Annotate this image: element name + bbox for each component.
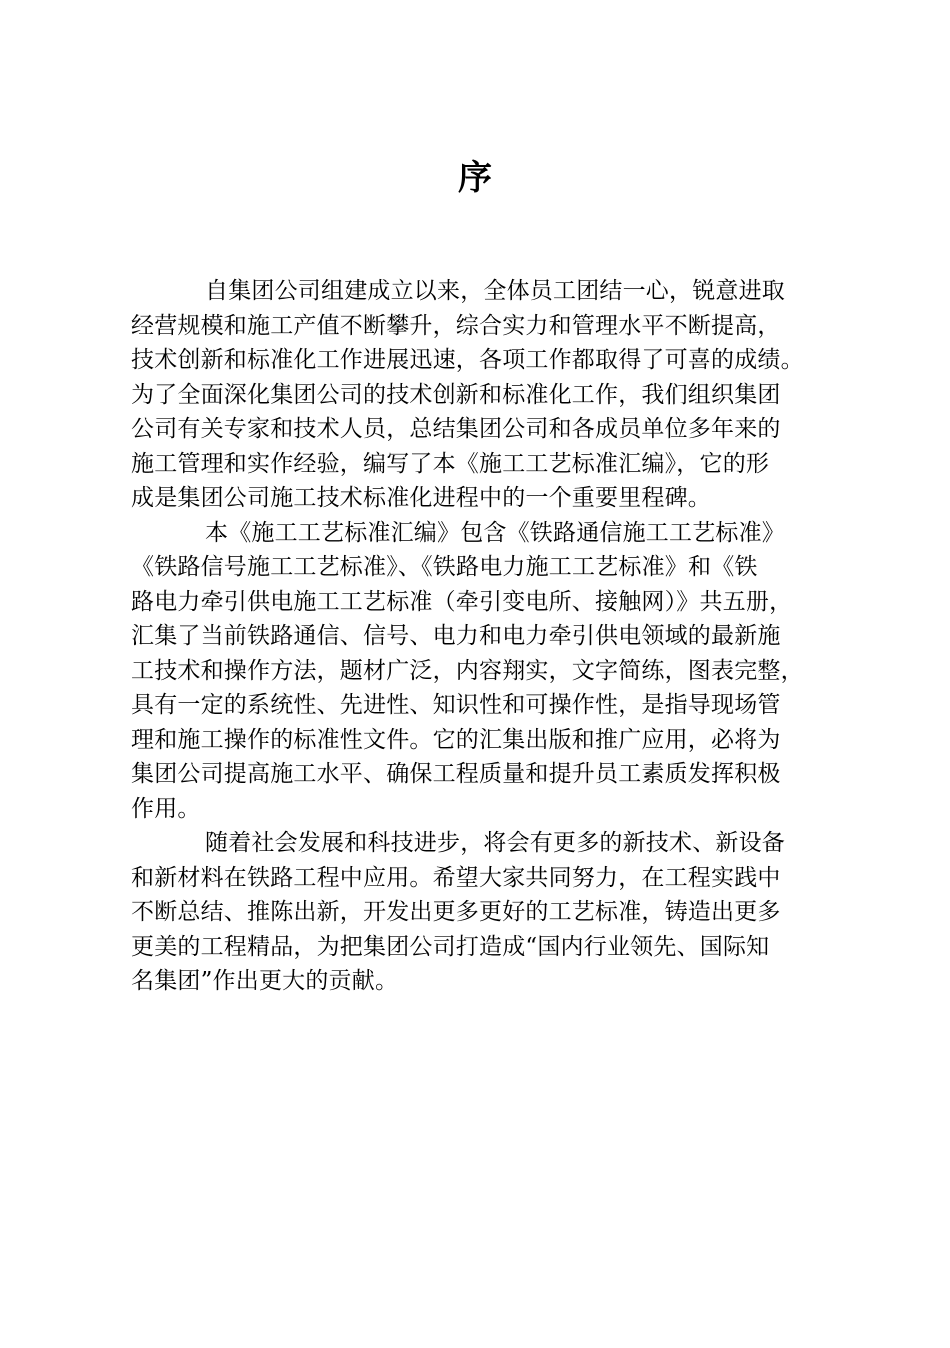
- page-title: 序: [458, 158, 492, 198]
- text-line: 理和施工操作的标准性文件。它的汇集出版和推广应用，必将为: [131, 726, 781, 753]
- text-line: 随着社会发展和科技进步，将会有更多的新技术、新设备: [205, 830, 785, 856]
- paragraph-1: [131, 274, 841, 516]
- text-line: 集团公司提高施工水平、确保工程质量和提升员工素质发挥积极: [131, 761, 781, 787]
- text-line: 名集团”作出更大的贡献。: [131, 968, 399, 994]
- text-line: 不断总结、推陈出新，开发出更多更好的工艺标准，铸造出更多: [131, 899, 781, 925]
- text-line: 《铁路信号施工工艺标准》、《铁路电力施工工艺标准》和《铁: [131, 554, 758, 580]
- text-line: 汇集了当前铁路通信、信号、电力和电力牵引供电领域的最新施: [131, 623, 781, 649]
- paragraph-3: [131, 826, 841, 999]
- text-line: 本《施工工艺标准汇编》包含《铁路通信施工工艺标准》: [205, 519, 785, 546]
- text-line: 为了全面深化集团公司的技术创新和标准化工作，我们组织集团: [131, 381, 781, 408]
- text-line: 自集团公司组建成立以来，全体员工团结一心，锐意进取: [205, 278, 785, 304]
- text-line: 施工管理和实作经验，编写了本《施工工艺标准汇编》，它的形: [131, 450, 770, 477]
- paragraph-2: [131, 516, 841, 827]
- text-line: 技术创新和标准化工作进展迅速，各项工作都取得了可喜的成绩。: [131, 347, 804, 373]
- preface-body: [131, 274, 841, 999]
- text-line: 工技术和操作方法，题材广泛，内容翔实，文字简练，图表完整，: [131, 657, 804, 684]
- text-line: 公司有关专家和技术人员，总结集团公司和各成员单位多年来的: [131, 416, 781, 442]
- text-line: 经营规模和施工产值不断攀升，综合实力和管理水平不断提高，: [131, 312, 781, 339]
- text-line: 更美的工程精品，为把集团公司打造成“国内行业领先、国际知: [131, 933, 770, 960]
- text-line: 作用。: [131, 795, 201, 822]
- text-line: 具有一定的系统性、先进性、知识性和可操作性，是指导现场管: [131, 692, 781, 718]
- text-line: 成是集团公司施工技术标准化进程中的一个重要里程碑。: [131, 485, 711, 511]
- text-line: 和新材料在铁路工程中应用。希望大家共同努力，在工程实践中: [131, 864, 781, 891]
- text-line: 路电力牵引供电施工工艺标准（牵引变电所、接触网）》共五册，: [131, 588, 793, 615]
